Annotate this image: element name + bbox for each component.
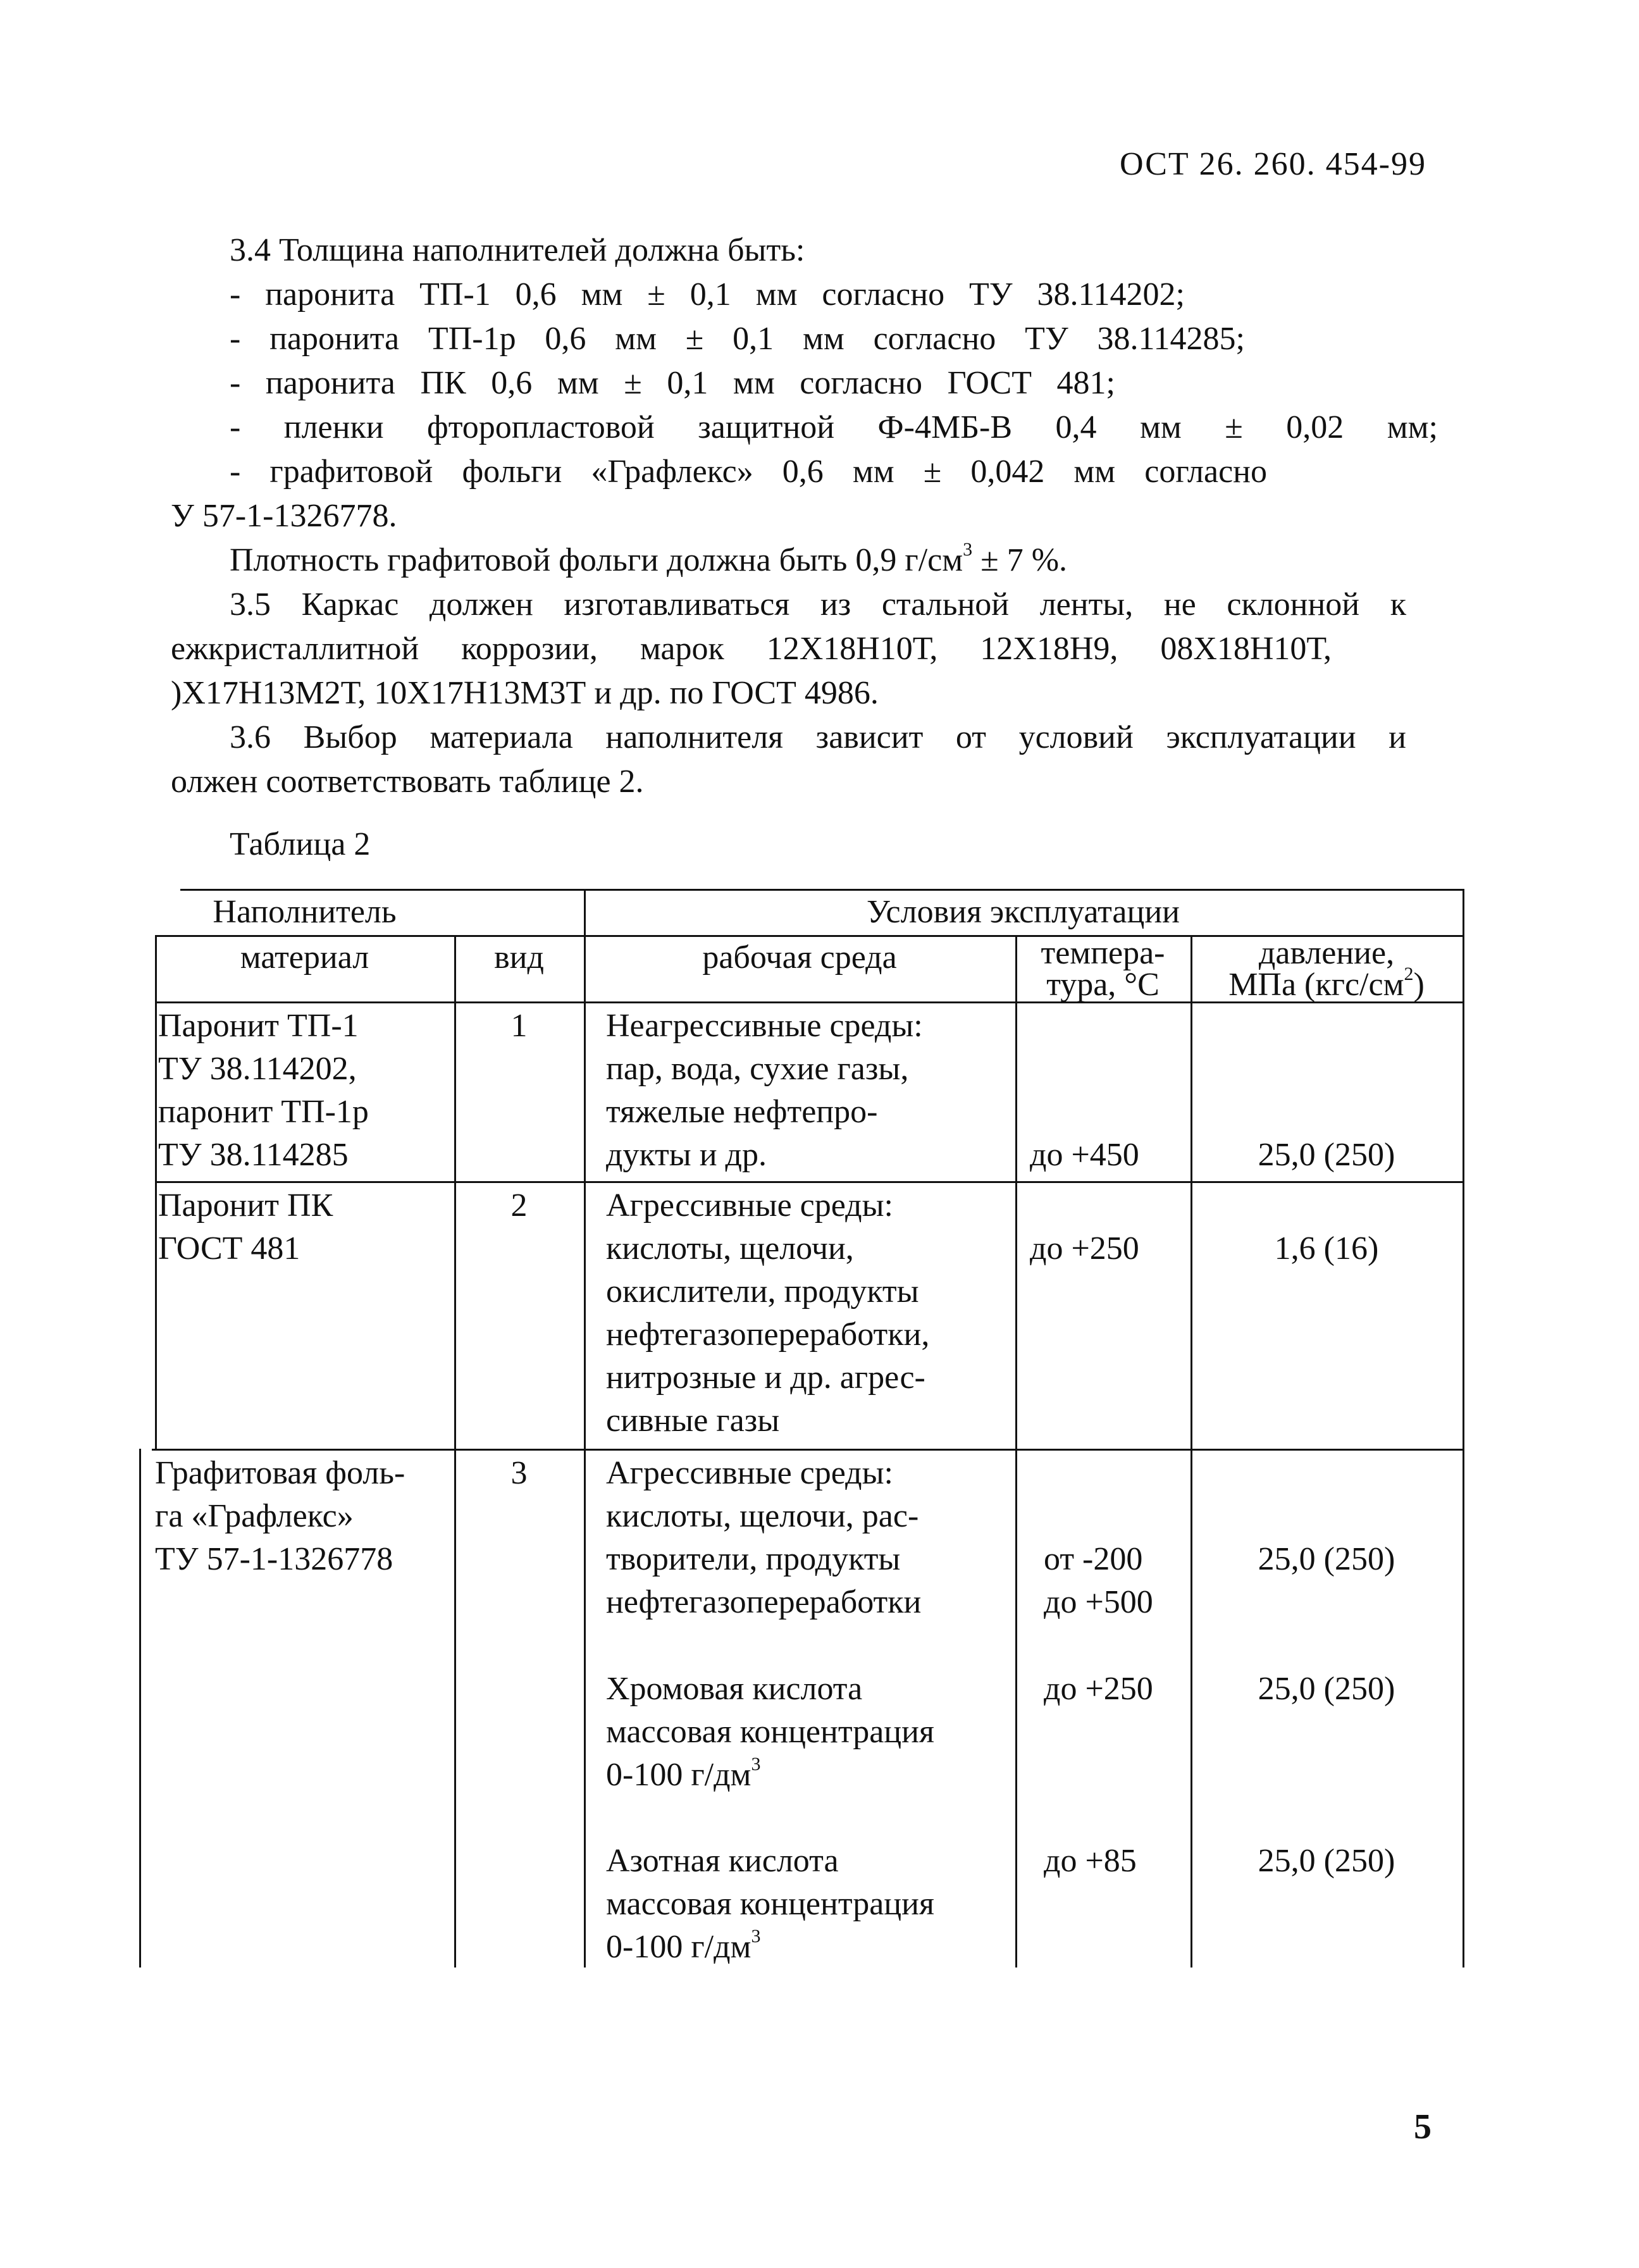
p35-line-2: ежкристаллитной коррозии, марок 12Х18Н10Т, 12Х18Н9, 08Х18Н10Т,	[171, 631, 1332, 667]
row3-sub2-medium: Азотная кислота массовая концентрация 0-100 $г/дм^3$	[606, 1843, 934, 1965]
table-col-pressure-border	[1191, 935, 1192, 1967]
row2-medium: Агрессивные среды: кислоты, щелочи, окислители, продукты нефтегазопереработки, нитрозные и др. агрес- сивные газы	[606, 1187, 930, 1439]
row3-medium: Агрессивные среды: кислоты, щелочи, рас- творители, продукты нефтегазопереработки	[606, 1455, 922, 1620]
row3-temperature: от -200 до +500	[1044, 1541, 1153, 1620]
header-medium: рабочая среда	[702, 939, 897, 976]
p35-line-3: )Х17Н13М2Т, 10Х17Н13М3Т и др. по ГОСТ 4986.	[171, 675, 879, 711]
table-row-2-border	[152, 1449, 1464, 1451]
p34-item-4: - пленки фторопластовой защитной Ф-4МБ-В 0,4 мм ± 0,02 мм;	[230, 409, 1438, 445]
row2-pressure: 1,6 (16)	[1274, 1230, 1379, 1267]
row3-material: Графитовая фоль- га «Графлекс» ТУ 57-1-1326778	[155, 1455, 405, 1577]
table-left-border	[155, 935, 157, 1451]
section-3-4-title: 3.4 Толщина наполнителей должна быть:	[230, 232, 805, 268]
table-row-1-border	[155, 1181, 1464, 1183]
header-filler: Наполнитель	[213, 894, 397, 930]
p36-line-2: олжен соответствовать таблице 2.	[171, 764, 644, 800]
p34-item-5: - графитовой фольги «Графлекс» 0,6 мм ± 0,042 мм согласно	[230, 454, 1267, 490]
row3-sub2-temperature: до +85	[1044, 1843, 1137, 1879]
row2-temperature: до +250	[1030, 1230, 1139, 1267]
row2-kind: 2	[510, 1187, 528, 1224]
document-code: ОСТ 26. 260. 454-99	[1120, 146, 1426, 182]
row3-kind: 3	[510, 1455, 528, 1491]
p35-line-1: 3.5 Каркас должен изготавливаться из стальной ленты, не склонной к	[230, 586, 1406, 623]
row1-kind: 1	[510, 1008, 528, 1044]
table-col-temp-border	[1015, 935, 1017, 1967]
p36-line-1: 3.6 Выбор материала наполнителя зависит от условий эксплуатации и	[230, 719, 1406, 755]
row3-sub1-medium: Хромовая кислота массовая концентрация 0-100 $г/дм^3$	[606, 1671, 934, 1793]
table-right-border	[1463, 889, 1464, 1967]
header-kind: вид	[494, 939, 544, 976]
table-col-kind-border	[454, 935, 456, 1967]
header-conditions: Условия эксплуатации	[866, 894, 1180, 930]
row2-material: Паронит ПК ГОСТ 481	[158, 1187, 333, 1267]
row1-medium: Неагрессивные среды: пар, вода, сухие газы, тяжелые нефтепро- дукты и др.	[606, 1008, 923, 1173]
table-left-border-lower	[139, 1449, 141, 1967]
row1-pressure: 25,0 (250)	[1258, 1137, 1395, 1173]
p34-item-6: У 57-1-1326778.	[171, 498, 397, 534]
row3-sub1-pressure: 25,0 (250)	[1258, 1671, 1395, 1707]
table-caption: Таблица 2	[230, 826, 371, 862]
p34-item-2: - паронита ТП-1р 0,6 мм ± 0,1 мм согласно ТУ 38.114285;	[230, 321, 1245, 357]
row3-sub1-temperature: до +250	[1044, 1671, 1153, 1707]
row3-sub2-pressure: 25,0 (250)	[1258, 1843, 1395, 1879]
density-line: Плотность графитовой фольги должна быть 0,9 $г/см^3 \pm 7$ %.	[230, 539, 1068, 578]
header-temperature: темпера- тура, °С	[1041, 935, 1165, 1003]
header-pressure: давление, МПа $(кгс/см^2)$	[1228, 935, 1425, 1003]
row1-material: Паронит ТП-1 ТУ 38.114202, паронит ТП-1р ТУ 38.114285	[158, 1008, 369, 1173]
row1-temperature: до +450	[1030, 1137, 1139, 1173]
page-number: 5	[1414, 2107, 1432, 2147]
p34-item-3: - паронита ПК 0,6 мм ± 0,1 мм согласно ГОСТ 481;	[230, 365, 1115, 401]
p34-item-1: - паронита ТП-1 0,6 мм ± 0,1 мм согласно ТУ 38.114202;	[230, 276, 1185, 313]
header-material: материал	[240, 939, 369, 976]
table-col-medium-border	[584, 889, 586, 1967]
row3-pressure: 25,0 (250)	[1258, 1541, 1395, 1577]
